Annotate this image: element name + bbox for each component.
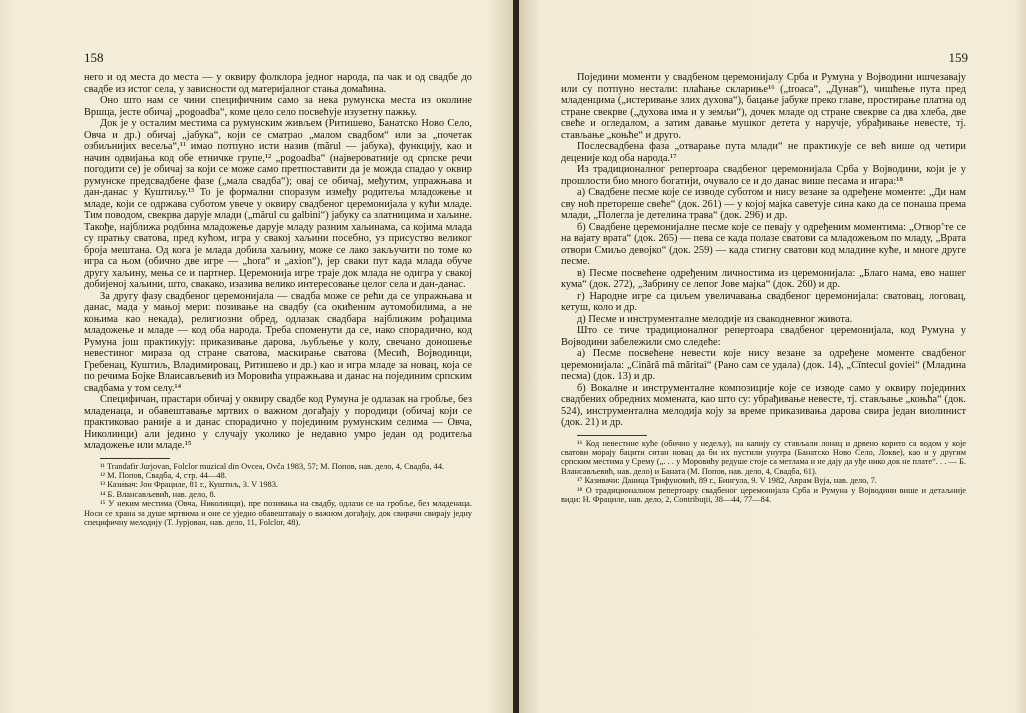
footnotes [84,462,472,528]
paragraph: Поједини моменти у свадбеном церемонијалу Срба и Румуна у Војводини ишчезавају или су потпуно нестали: плаћање склариње¹⁶ („troaca“, „Дунав“), чишћење пута пред младенцима („истеривање злих духова“), бацање јабуке преко главе, простирање платна од стране свекрве („духова има и у земљи“), дочек младе од стране свекрве са два хлеба, две свеће и огледалом, а затим давање мушког детета у наручје, убрађивање невесте, тј. стављање „коњће“ и друго. [561,72,966,141]
footnote: ¹⁴ Б. Влансављевић, нав. дело, 8. [100,489,216,499]
list-item: б) Свадбене церемонијалне песме које се певају у одређеним моментима: „Отвор’те се на вајату врата“ (док. 265) — пева се када полазе сватови са младожењом по младу, „Врата отвори Смиљо девојко“ (док. 259) — када стигну сватови код младине куће, и многе друге песме. [561,221,966,267]
paragraph: За другу фазу свадбеног церемонијала — свадба може се рећи да се упражњава и данас, мада у мањој мери: позивање на свадбу (са окићеним аутомобилима, а не коњима као некада), религиозни обред, одлазак свадбара најближим рођацима младожење и младе — код оба народа. Треба споменути да се, иако спорадично, код Румуна још практикују: приказивање дарова, љубљење у колу, свечано доношење невестиног мираза од стране сватова, маскирање сватова (Месић, Војводинци, Гребенац, Куштиљ, Владимировац, Ритишево и др.) као и игра младе за новац, која се по речима Бојке Влаисављевић из Моровића упражњава и данас на појединим српским свадбама у том селу.¹⁴ [84,290,472,394]
list-item: Што се тиче традиционалног репертоара свадбеног церемонијала, код Румуна у Војводини забележили смо следеће: [561,325,966,348]
paragraph: Послесвадбена фаза „отварање пута млади“ не практикује се већ више од четири деценије код оба народа.¹⁷ [561,141,966,164]
footnote: ¹⁶ Код невестине куће (обично у недељу), на капију су стављали лонац и дрвено корито са водом у које сватови морају бацити ситан новац да би их пустили унутра (Банатско Ново Село, Локве), као и у другим српским местима у Срему („. . . у Моровићу редуше стоје са метлама и не дају да уђе нико док не плате“. . . — Б. Влансављевић, нав. дело) и Баната (М. Попов, нав. дело, 4, Свадба, 61). [561,438,966,476]
paragraph: Оно што нам се чини специфичним само за нека румунска места из околине Вршца, јесте обичај „pogoadba“, коме цело село посвећује изузетну пажњу. [84,95,472,118]
footnote: ¹² М. Попов, Свадба, 4, стр. 44—48. [100,470,227,480]
footnote: ¹⁵ У неким местима (Овча, Николинци), пре позивања на свадбу, одлази се на гробље, без младенаца. Носи се храна за душе мртвима и оне се уједно обавештавају о важном догађају, док свирачи свирају једну специфичну мелодију (Т. Јурјован, нав. дело, 11, Folclor, 48). [84,499,472,527]
list-item: а) Песме посвећене невести које нису везане за одређене моменте свадбеног церемонијала: „Cinără mă măritai“ (Рано сам се удала) (док. 14), „Cîntecul goviei“ (Младина песма) (док. 13) и др. [561,348,966,382]
footnote: ¹³ Казивач: Јон Фрацилe, 81 г., Куштиљ, 3. V 1983. [100,480,279,490]
footnote: ¹¹ Trandafir Jurjovan, Folclor muzical din Ovcea, Ovča 1983, 57; М. Попов, нав. дело, 4, Свадба, 44. [100,461,445,471]
paragraph: Специфичан, прастари обичај у оквиру свадбе код Румуна је одлазак на гробље, без младенаца, и обавештавање мртвих о важном догађају у породици (обичај који се практиковао раније а и данас спорадично у појединим румунским селима — Овча, Николинци) али једино у случају уколико је недавно умро један од родитеља младожење или младе.¹⁵ [84,394,472,451]
paragraph: него и од места до места — у оквиру фолклора једног народа, па чак и од свадбе до свадбе из истог села, у зависности од материјалног стања домаћина. [84,72,472,95]
footnote-divider [100,458,170,459]
paragraph: Док је у осталим местима са румунским живљем (Ритишево, Банатско Ново Село, Овча и др.) обичај „јабука“, који се сматрао „малом свадбом“ или за „почетак озбиљнијих весеља“,¹¹ имао потпуно исти назив (mărul — јабука), функцију, као и начин одвијања код обе етничке групе,¹² „pogoadba“ (највероватније од српске речи погодити се) је обичај за који се може само претпоставити да је можда спадао у оквир румунске предсвадбене фазе („мала свадба“); овај се обичај, међутим, упражњава и дан-данас у Куштиљу.¹³ То је формални споразум између родитеља младожење и младе, који се одржава суботом увече у оквиру свадбеног церемонијала у кући младе. Тим поводом, свекрва дарује млади („mărul cu galbini“) јабуку са златницима и хаљине. Такође, најближа родбина младожење дарује младу разним хаљинама, са којима млада су пратњу сватова, пред кућом, игра у свакој хаљини посебно, уз присуство великог броја мештана. Од кога је млада добила хаљину, може се лако закључити по томе ко игра са њом (обично две игре — „hora“ и „axion“), јер сваки пут када млада обуче другу хаљину, мења се и партнер. Церемонија игре траје док млада не одигра у свакој добијеној хаљини, што, свакако, изазива велико интересовање целог села и дан-данас. [84,118,472,290]
list-item: г) Народне игре са циљем увеличавања свадбеног церемонијала: сватовац, логовац, кетуш, коло и др. [561,290,966,313]
list-item: в) Песме посвећене одређеним личностима из церемонијала: „Благо нама, ево нашег кума“ (док. 272), „Забрину се лепог Јове мајка“ (док. 260) и др. [561,267,966,290]
list-item: а) Свадбене песме које се изводе суботом и нису везане за одређене моменте: „Ди нам сву ноћ претореше свеће“ (док. 261) — у којој мајка саветује сина како да се понаша према млади, „Полегла је детелина трава“ (док. 296) и др. [561,187,966,221]
left-page-body [84,72,472,527]
footnote-divider [577,435,647,436]
footnote: ¹⁸ О традиционалном репертоару свадбеног церемонијала Срба и Румуна у Војводини више и детаљније види: Н. Фрациле, нав. дело, 2, Contribuţii, 38—44, 77—84. [561,485,966,504]
list-item: б) Вокалне и инструменталне композиције које се изводе само у оквиру појединих свадбених обредних момената, као што су: убрађивање невесте, тј. стављање „коњћа“ (док. 524), инструментална мелодија коју за време приказивања дарова свира један виолинист (док. 21) и др. [561,382,966,428]
paragraph: Из традиционалног репертоара свадбеног церемонијала Срба у Војводини, који је у прошлости био много богатији, очувало се и до данас више песама и игара:¹⁸ [561,164,966,187]
footnotes [561,439,966,505]
page-number: 158 [84,50,104,65]
right-page [519,0,1026,713]
page-number: 159 [948,50,968,65]
footnote: ¹⁷ Казивачи: Даница Трифуновић, 89 г., Бингула, 9. V 1982, Аврам Вуја, нав. дело, 7. [577,476,877,486]
list-item: д) Песме и инструменталне мелодије из свакодневног живота. [577,313,853,325]
right-page-body [561,72,966,504]
